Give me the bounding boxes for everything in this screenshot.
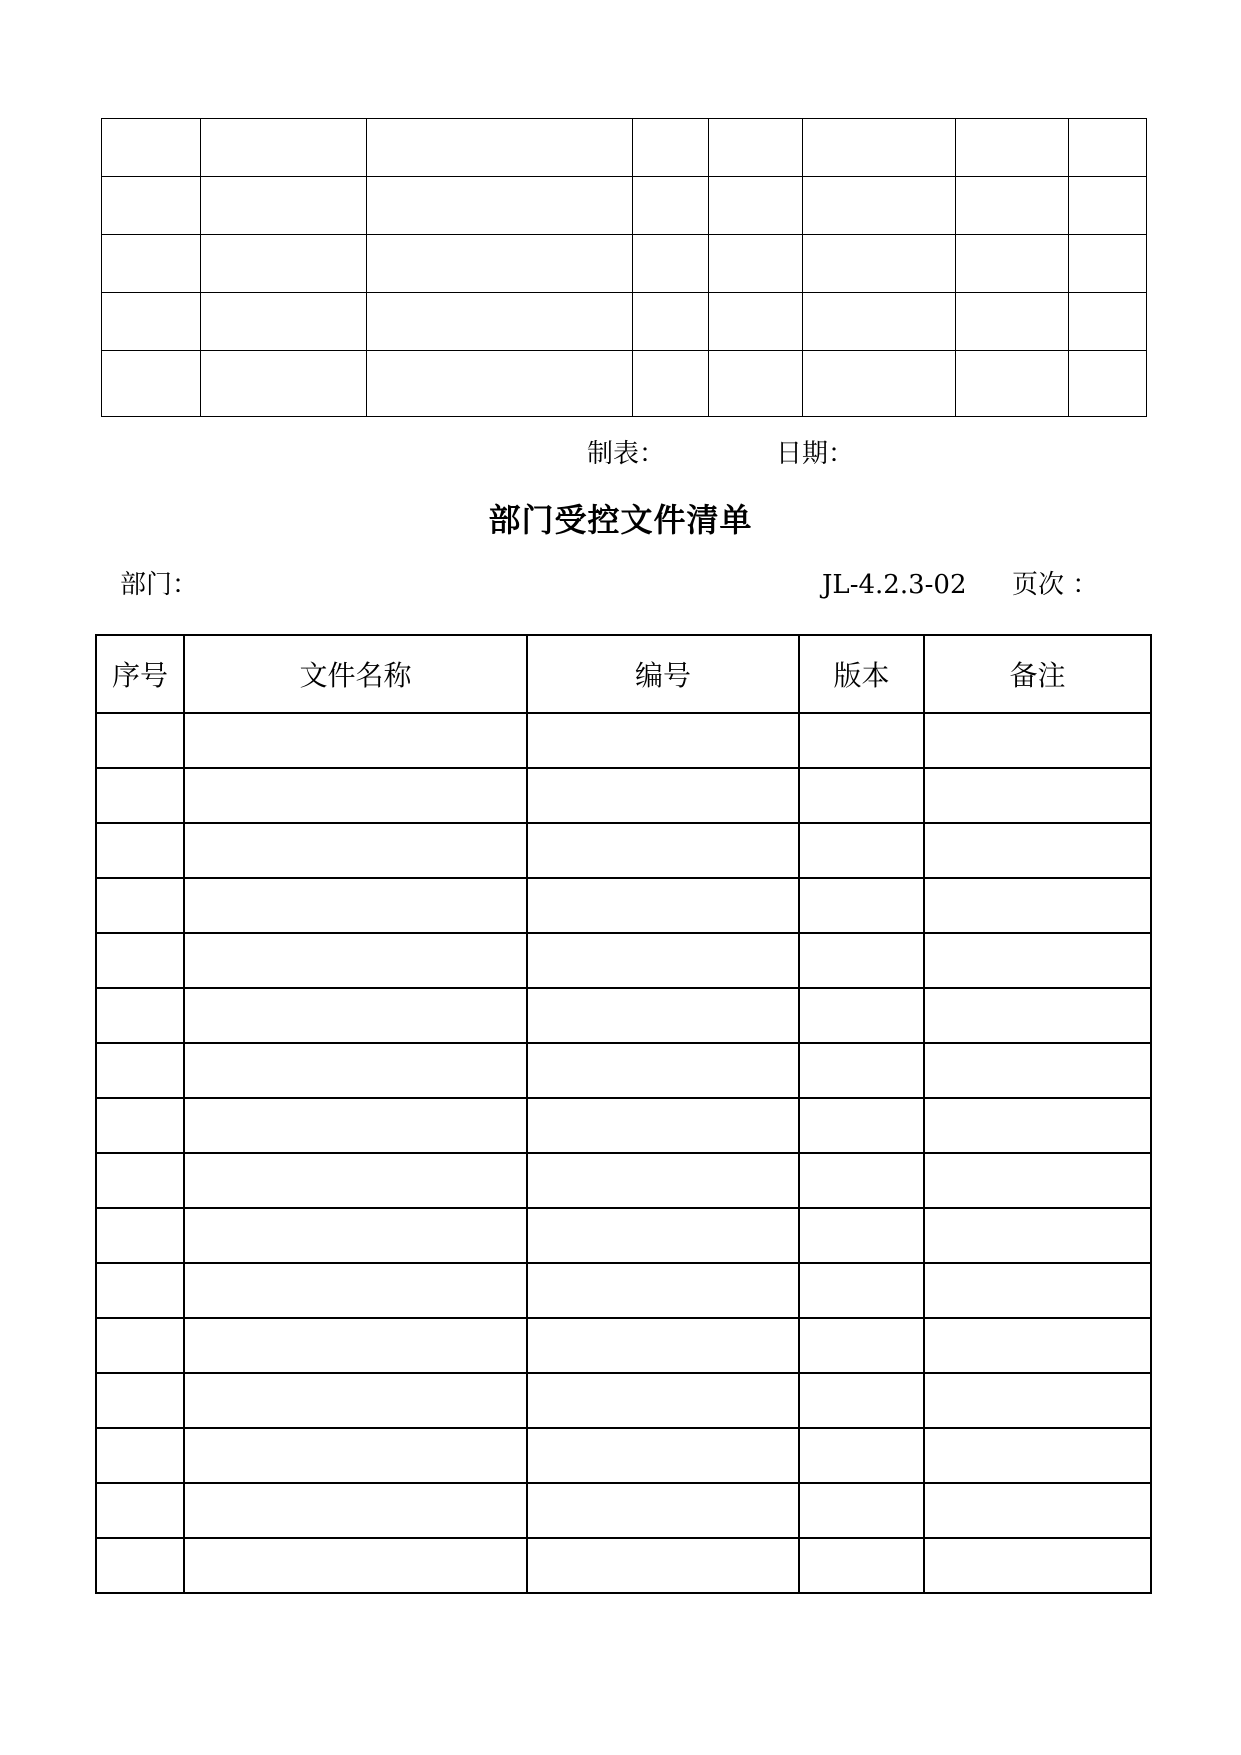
table-cell — [201, 351, 367, 417]
table-cell — [184, 1538, 527, 1593]
table-cell — [924, 1208, 1151, 1263]
table-cell — [1069, 235, 1147, 293]
table-cell — [96, 988, 184, 1043]
table-cell — [201, 177, 367, 235]
table-cell — [102, 293, 201, 351]
date-label: 日期： — [776, 439, 855, 469]
table-cell — [709, 293, 803, 351]
table-cell — [956, 235, 1069, 293]
table-cell — [102, 235, 201, 293]
table-cell — [184, 713, 527, 768]
table-cell — [1069, 351, 1147, 417]
table-cell — [367, 177, 633, 235]
table-cell — [184, 823, 527, 878]
table-cell — [527, 768, 799, 823]
table-cell — [799, 1153, 924, 1208]
table-cell — [799, 768, 924, 823]
table-cell — [96, 1538, 184, 1593]
table-cell — [96, 1043, 184, 1098]
table-row — [102, 235, 1147, 293]
table-cell — [102, 177, 201, 235]
table-cell — [184, 1208, 527, 1263]
table-cell — [527, 1318, 799, 1373]
table-row — [102, 293, 1147, 351]
table-row — [96, 1318, 1151, 1373]
header-remarks: 备注 — [924, 635, 1151, 713]
table-cell — [96, 1153, 184, 1208]
table-cell — [201, 293, 367, 351]
table-row — [96, 988, 1151, 1043]
table-cell — [184, 1098, 527, 1153]
table-cell — [102, 351, 201, 417]
table-cell — [924, 1373, 1151, 1428]
table-row — [102, 119, 1147, 177]
table-cell — [96, 1318, 184, 1373]
table-cell — [799, 823, 924, 878]
table-cell — [184, 1153, 527, 1208]
controlled-document-list-table — [95, 634, 1152, 1594]
table-cell — [956, 177, 1069, 235]
table-cell — [924, 713, 1151, 768]
table-cell — [184, 1318, 527, 1373]
table-row — [102, 177, 1147, 235]
table-cell — [96, 1208, 184, 1263]
table-cell — [527, 1098, 799, 1153]
table-cell — [803, 351, 956, 417]
table-cell — [956, 293, 1069, 351]
table-cell — [96, 1483, 184, 1538]
table-cell — [924, 1263, 1151, 1318]
table-cell — [709, 119, 803, 177]
table-cell — [799, 933, 924, 988]
table-row — [96, 713, 1151, 768]
table-cell — [633, 293, 709, 351]
table-cell — [367, 235, 633, 293]
table-cell — [803, 177, 956, 235]
table-cell — [633, 235, 709, 293]
table-cell — [799, 1483, 924, 1538]
table-cell — [96, 823, 184, 878]
table-cell — [924, 768, 1151, 823]
table-cell — [924, 878, 1151, 933]
table-cell — [799, 1208, 924, 1263]
table-cell — [527, 713, 799, 768]
table-cell — [184, 878, 527, 933]
prepared-by-label: 制表： — [587, 439, 666, 469]
table-cell — [96, 1373, 184, 1428]
table-cell — [924, 823, 1151, 878]
header-document-name: 文件名称 — [184, 635, 527, 713]
table-cell — [799, 1263, 924, 1318]
table-cell — [367, 293, 633, 351]
table-row — [96, 1043, 1151, 1098]
table-cell — [96, 768, 184, 823]
table-header-row — [96, 635, 1151, 713]
table-cell — [799, 988, 924, 1043]
table-row — [96, 823, 1151, 878]
table-cell — [527, 1263, 799, 1318]
table-row — [96, 933, 1151, 988]
table-cell — [527, 1428, 799, 1483]
table-cell — [527, 823, 799, 878]
table-cell — [799, 1538, 924, 1593]
table-cell — [527, 878, 799, 933]
page-number-label: 页次 ： — [1012, 570, 1099, 600]
table-cell — [924, 988, 1151, 1043]
table-cell — [924, 933, 1151, 988]
table-cell — [527, 1483, 799, 1538]
header-serial-no: 序号 — [96, 635, 184, 713]
table-cell — [799, 1043, 924, 1098]
table-cell — [184, 1043, 527, 1098]
table-row — [96, 1428, 1151, 1483]
table-cell — [201, 235, 367, 293]
table-cell — [527, 1373, 799, 1428]
form-code: JL-4.2.3-02 — [822, 570, 967, 600]
table-cell — [96, 1263, 184, 1318]
table-row — [96, 768, 1151, 823]
table-cell — [1069, 293, 1147, 351]
table-row — [96, 1483, 1151, 1538]
table-cell — [924, 1098, 1151, 1153]
table-cell — [956, 119, 1069, 177]
table-row — [96, 1373, 1151, 1428]
table-cell — [633, 177, 709, 235]
table-cell — [527, 988, 799, 1043]
table-cell — [956, 351, 1069, 417]
table-cell — [924, 1428, 1151, 1483]
table-cell — [799, 1428, 924, 1483]
table-cell — [924, 1318, 1151, 1373]
table-cell — [527, 1043, 799, 1098]
table-cell — [924, 1153, 1151, 1208]
table-row — [96, 1263, 1151, 1318]
table-cell — [96, 1098, 184, 1153]
table-cell — [527, 1153, 799, 1208]
table-row — [96, 1538, 1151, 1593]
table-cell — [799, 713, 924, 768]
document-title: 部门受控文件清单 — [488, 501, 753, 539]
table-cell — [803, 235, 956, 293]
table-cell — [1069, 119, 1147, 177]
table-cell — [799, 1318, 924, 1373]
table-cell — [184, 1373, 527, 1428]
table-cell — [527, 1538, 799, 1593]
table-cell — [96, 933, 184, 988]
table-row — [96, 1098, 1151, 1153]
table-cell — [633, 351, 709, 417]
table-cell — [799, 1373, 924, 1428]
table-cell — [924, 1483, 1151, 1538]
table-cell — [96, 1428, 184, 1483]
table-cell — [803, 293, 956, 351]
table-cell — [1069, 177, 1147, 235]
table-cell — [184, 933, 527, 988]
table-cell — [709, 351, 803, 417]
table-cell — [527, 1208, 799, 1263]
table-cell — [803, 119, 956, 177]
table-cell — [201, 119, 367, 177]
table-cell — [709, 177, 803, 235]
table-cell — [709, 235, 803, 293]
table-row — [96, 878, 1151, 933]
table-cell — [184, 988, 527, 1043]
table-row — [96, 1208, 1151, 1263]
table-cell — [367, 119, 633, 177]
table-cell — [96, 878, 184, 933]
department-label: 部门： — [120, 570, 199, 600]
table-cell — [184, 1483, 527, 1538]
table-cell — [184, 768, 527, 823]
table-cell — [96, 713, 184, 768]
table-row — [96, 1153, 1151, 1208]
table-cell — [799, 878, 924, 933]
table-cell — [924, 1043, 1151, 1098]
table-cell — [184, 1263, 527, 1318]
previous-page-table — [101, 118, 1147, 417]
table-cell — [184, 1428, 527, 1483]
header-version: 版本 — [799, 635, 924, 713]
table-cell — [799, 1098, 924, 1153]
table-cell — [102, 119, 201, 177]
table-cell — [633, 119, 709, 177]
table-cell — [924, 1538, 1151, 1593]
table-cell — [367, 351, 633, 417]
table-row — [102, 351, 1147, 417]
table-cell — [527, 933, 799, 988]
header-document-number: 编号 — [527, 635, 799, 713]
